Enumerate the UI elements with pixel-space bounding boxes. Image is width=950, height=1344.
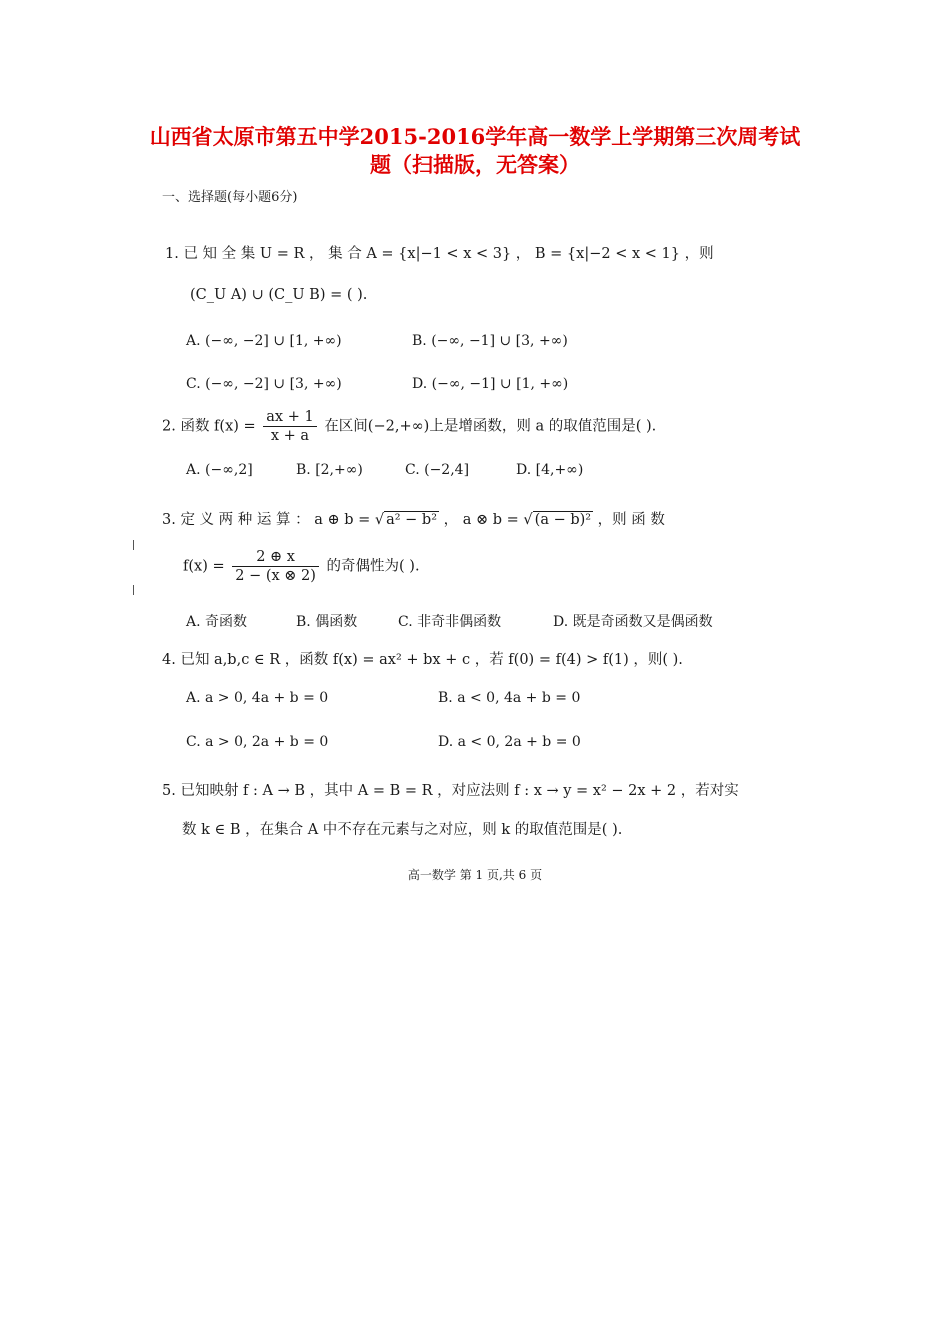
question-2-option-d: D. [4,+∞) <box>516 462 584 478</box>
question-1-text-2: (C_U A) ∪ (C_U B) = ( ). <box>190 287 368 303</box>
question-4-option-b: B. a < 0, 4a + b = 0 <box>438 690 581 706</box>
question-3-function <box>183 548 420 585</box>
document-title-line2: 题（扫描版，无答案） <box>370 152 580 177</box>
question-3-numerator: 2 ⊕ x <box>232 548 319 567</box>
question-2-numerator: ax + 1 <box>263 408 316 427</box>
question-3-text <box>162 508 665 529</box>
question-3-prefix: 3. 定 义 两 种 运 算 ： a ⊕ b = √ <box>162 512 385 528</box>
question-2-suffix: 在区间(−2,+∞)上是增函数，则 a 的取值范围是( ). <box>324 418 657 435</box>
question-3-fx: f(x) = <box>183 558 225 575</box>
question-3-after: 的奇偶性为( ). <box>326 558 420 575</box>
question-5-text: 5. 已知映射 f : A → B ，其中 A = B = R ，对应法则 f : x → y = x² − 2x + 2 ，若对实 <box>162 783 739 799</box>
question-2-option-b: B. [2,+∞) <box>296 462 363 478</box>
question-1-option-a: A. (−∞, −2] ∪ [1, +∞) <box>186 333 342 349</box>
question-3-suffix: ，则 函 数 <box>593 512 665 528</box>
question-2-denominator: x + a <box>270 428 310 444</box>
question-4-option-c: C. a > 0, 2a + b = 0 <box>186 734 329 750</box>
question-3-mid: ， a ⊗ b = √ <box>439 512 533 528</box>
question-3-radicand-1: a² − b² <box>386 512 438 528</box>
question-2-prefix: 2. 函数 f(x) = <box>162 418 256 435</box>
scan-mark <box>133 540 134 550</box>
question-4-option-a: A. a > 0, 4a + b = 0 <box>186 690 329 706</box>
question-3-option-d: D. 既是奇函数又是偶函数 <box>553 614 713 630</box>
question-2-option-c: C. (−2,4] <box>405 462 470 478</box>
question-3-option-a: A. 奇函数 <box>186 614 248 630</box>
question-3-denominator: 2 − (x ⊗ 2) <box>235 568 316 584</box>
scan-mark <box>133 585 134 595</box>
question-5-text-2: 数 k ∈ B ，在集合 A 中不存在元素与之对应，则 k 的取值范围是( ). <box>182 822 623 838</box>
question-1-option-b: B. (−∞, −1] ∪ [3, +∞) <box>412 333 568 349</box>
question-1-text: 1. 已 知 全 集 U = R ， 集 合 A = {x|−1 < x < 3} ， B = {x|−2 < x < 1} ，则 <box>165 246 714 262</box>
question-3-radicand-2: (a − b)² <box>534 512 592 528</box>
question-2-stem <box>162 408 656 445</box>
question-2-fraction <box>263 408 316 445</box>
question-4-option-d: D. a < 0, 2a + b = 0 <box>438 734 581 750</box>
page-footer: 高一数学 第 1 页,共 6 页 <box>407 868 543 882</box>
document-title-line1: 山西省太原市第五中学2015-2016学年高一数学上学期第三次周考试 <box>149 124 801 149</box>
question-3-fraction <box>232 548 319 585</box>
question-3-option-b: B. 偶函数 <box>296 614 358 630</box>
question-1-option-c: C. (−∞, −2] ∪ [3, +∞) <box>186 376 342 392</box>
question-3-option-c: C. 非奇非偶函数 <box>398 614 502 630</box>
question-4-text: 4. 已知 a,b,c ∈ R ，函数 f(x) = ax² + bx + c ，若 f(0) = f(4) > f(1) ，则( ). <box>162 652 683 668</box>
section-heading: 一、选择题(每小题6分) <box>162 190 298 205</box>
question-1-option-d: D. (−∞, −1] ∪ [1, +∞) <box>412 376 569 392</box>
question-2-option-a: A. (−∞,2] <box>186 462 253 478</box>
